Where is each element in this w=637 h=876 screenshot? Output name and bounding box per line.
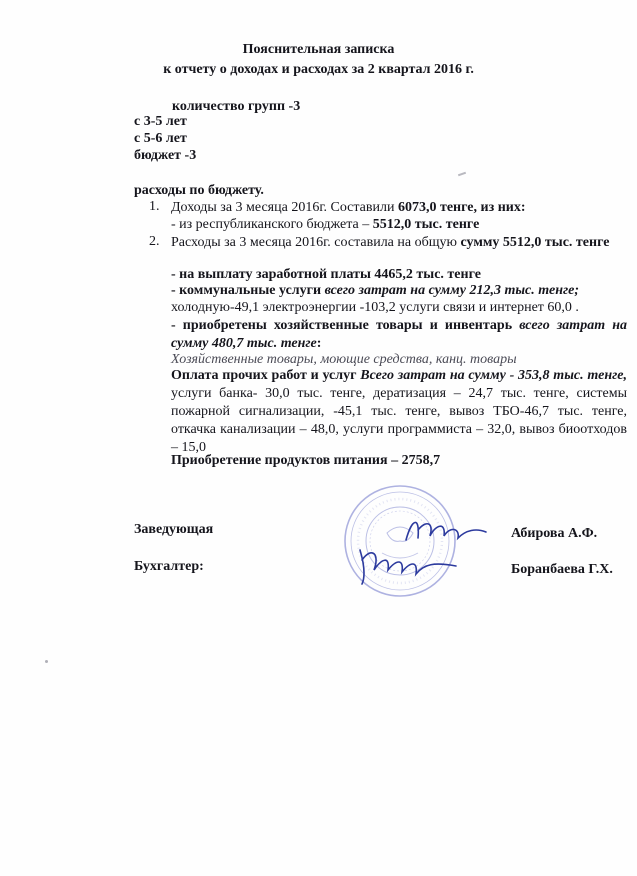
item-2-regular: Расходы за 3 месяца 2016г. составила на общую — [171, 235, 461, 250]
item-2-bold: сумму 5512,0 тыс. тенге — [460, 235, 610, 250]
other-bold: Оплата прочих работ и услуг — [171, 368, 361, 383]
item-1-subline — [171, 216, 627, 234]
other-services — [171, 367, 627, 457]
item-2-text — [171, 234, 627, 252]
food-line: Приобретение продуктов питания – 2758,7 — [171, 453, 441, 468]
head-title: Заведующая — [134, 522, 214, 537]
item-1-sub-regular: - из республиканского бюджета – — [171, 217, 373, 232]
accountant-signature-icon — [352, 540, 460, 586]
utilities-italic: всего затрат на сумму 212,3 тыс. тенге; — [324, 283, 580, 298]
accountant-name: Боранбаева Г.Х. — [511, 562, 613, 577]
item-1-sub-bold: 5512,0 тыс. тенге — [372, 217, 480, 232]
head-name: Абирова А.Ф. — [511, 526, 598, 541]
scan-speck — [458, 172, 466, 177]
groups-count: количество групп -3 — [172, 99, 301, 114]
accountant-title: Бухгалтер: — [134, 559, 204, 574]
section-title: расходы по бюджету. — [134, 183, 264, 198]
document-title: Пояснительная записка — [242, 42, 395, 57]
goods-bold: - приобретены хозяйственные товары и инвентарь — [171, 318, 520, 333]
goods-colon: : — [316, 336, 322, 351]
item-1-bold: 6073,0 тенге, из них: — [397, 200, 526, 215]
budget-groups: бюджет -3 — [134, 148, 197, 163]
item-1-number: 1. — [149, 199, 160, 214]
scan-speck — [45, 660, 48, 663]
age-group-1: с 3-5 лет — [134, 114, 187, 129]
utilities-line — [171, 282, 627, 300]
age-group-2: с 5-6 лет — [134, 131, 187, 146]
goods-line — [171, 317, 627, 353]
goods-italic: всего затрат на сумму 480,7 тыс. тенге — [171, 318, 627, 351]
utilities-detail: холодную-49,1 электроэнергии -103,2 услуги связи и интернет 60,0 . — [171, 300, 579, 315]
item-2-number: 2. — [149, 234, 160, 249]
other-detail: услуги банка- 30,0 тыс. тенге, дератизация – 24,7 тыс. тенге, системы пожарной сигнализации, -45,1 тыс. тенге, вывоз ТБО-46,7 тыс. тенге, откачка канализации – 48,0, услуги программиста – 32,0, вывоз биоотходов – 15,0 — [171, 386, 627, 455]
document-subtitle: к отчету о доходах и расходах за 2 квартал 2016 г. — [163, 62, 474, 77]
item-1-regular: Доходы за 3 месяца 2016г. Составили — [171, 200, 398, 215]
salary-line: - на выплату заработной платы 4465,2 тыс. тенге — [171, 267, 481, 282]
goods-detail: Хозяйственные товары, моющие средства, канц. товары — [171, 352, 517, 367]
item-1-text — [171, 199, 627, 217]
other-italic: Всего затрат на сумму - 353,8 тыс. тенге, — [360, 368, 627, 383]
utilities-bold: - коммунальные услуги — [171, 283, 325, 298]
